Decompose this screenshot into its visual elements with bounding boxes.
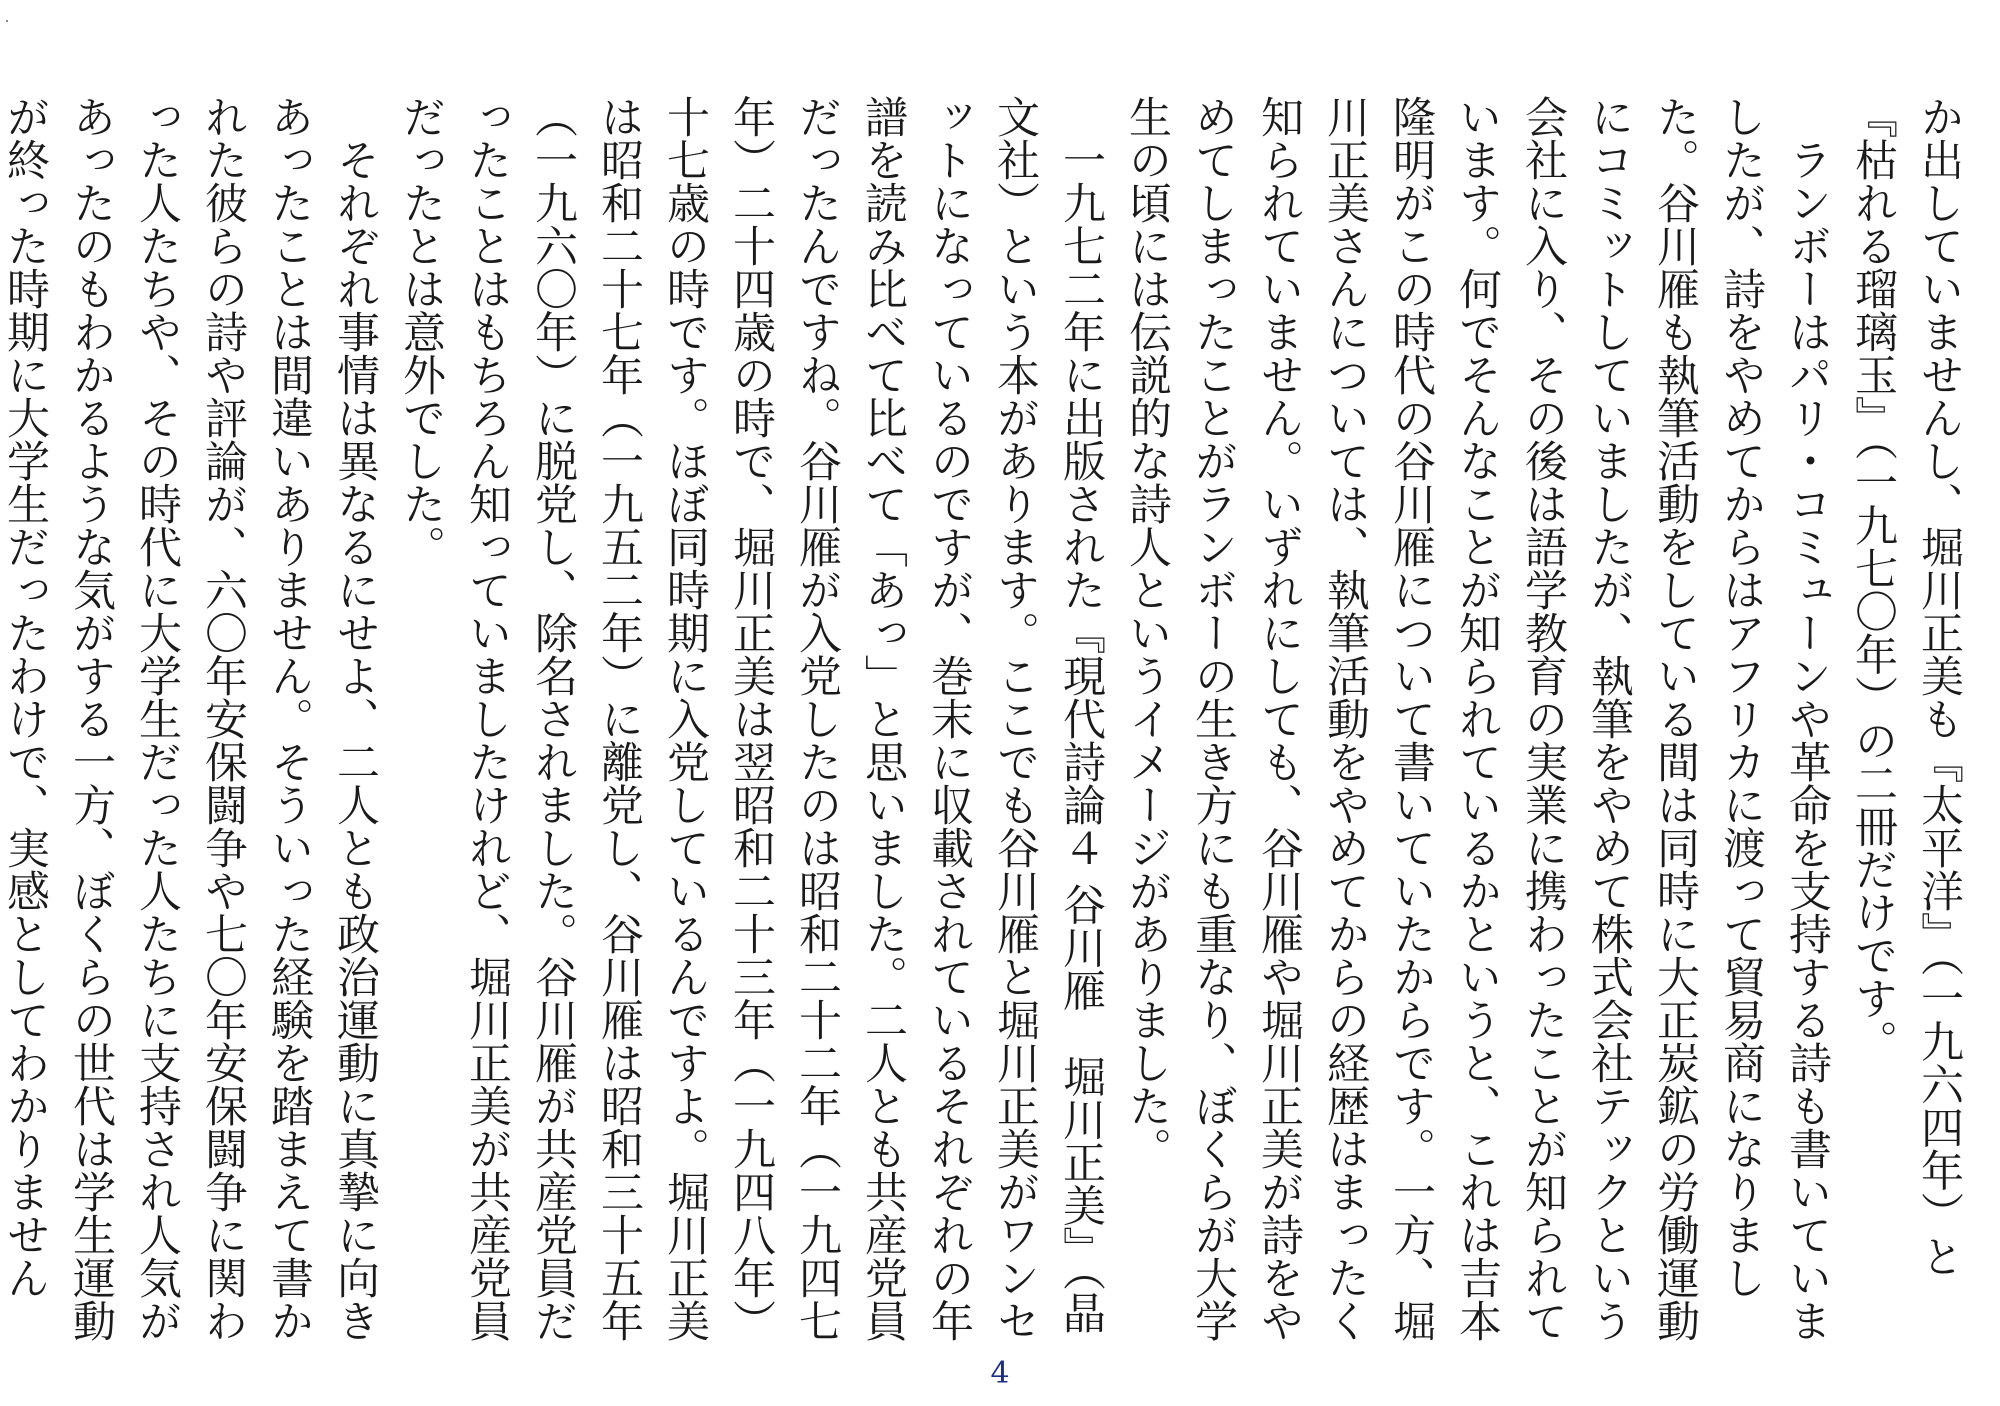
page-number: 4 [990,1356,1010,1391]
paragraph: 一九七二年に出版された『現代詩論４ 谷川雁 堀川正美』（晶文社）という本があります。ここでも谷川雁と堀川正美がワンセットになっているのですが、巻末に収載されているそれぞれの年譜を読み比べて比べて「あっ」と思いました。二人とも共産党員だったんですね。谷川雁が入党したのは昭和二十二年（一九四七年）二十四歳の時で、堀川正美は翌昭和二十三年（一九四八年）十七歳の時です。ほぼ同時期に入党しているんですよ。堀川正美は昭和二十七年（一九五二年）に離党し、谷川雁は昭和三十五年（一九六〇年）に脱党し、除名されました。谷川雁が共産党員だったことはもちろん知っていましたけれど、堀川正美が共産党員だったとは意外でした。 [396,95,1106,1342]
vertical-text-body [0,95,1972,1345]
paragraph: それぞれ事情は異なるにせよ、二人とも政治運動に真摯に向きあったことは間違いありません。そういった経験を踏まえて書かれた彼らの詩や評論が、六〇年安保闘争や七〇年安保闘争に関わった人たちや、その時代に大学生だった人たちに支持され人気があったのもわかるような気がする一方、ぼくらの世代は学生運動が終った時期に大学生だったわけで、実感としてわかりません [0,95,380,1342]
paragraph: か出していませんし、堀川正美も『太平洋』（一九六四年）と『枯れる瑠璃玉』（一九七〇年）の二冊だけです。 [1848,95,1964,1278]
page-dot [6,20,8,22]
paragraph: ランボーはパリ・コミューンや革命を支持する詩も書いていましたが、詩をやめてからはアフリカに渡って貿易商になりました。谷川雁も執筆活動をしている間は同時に大正炭鉱の労働運動にコミットしていましたが、執筆をやめて株式会社テックという会社に入り、その後は語学教育の実業に携わったことが知られています。何でそんなことが知られているかというと、これは吉本隆明がこの時代の谷川雁について書いていたからです。一方、堀川正美さんについては、執筆活動をやめてからの経歴はまったく知られていません。いずれにしても、谷川雁や堀川正美が詩をやめてしまったことがランボーの生き方にも重なり、ぼくらが大学生の頃には伝説的な詩人というイメージがありました。 [1122,95,1832,1342]
